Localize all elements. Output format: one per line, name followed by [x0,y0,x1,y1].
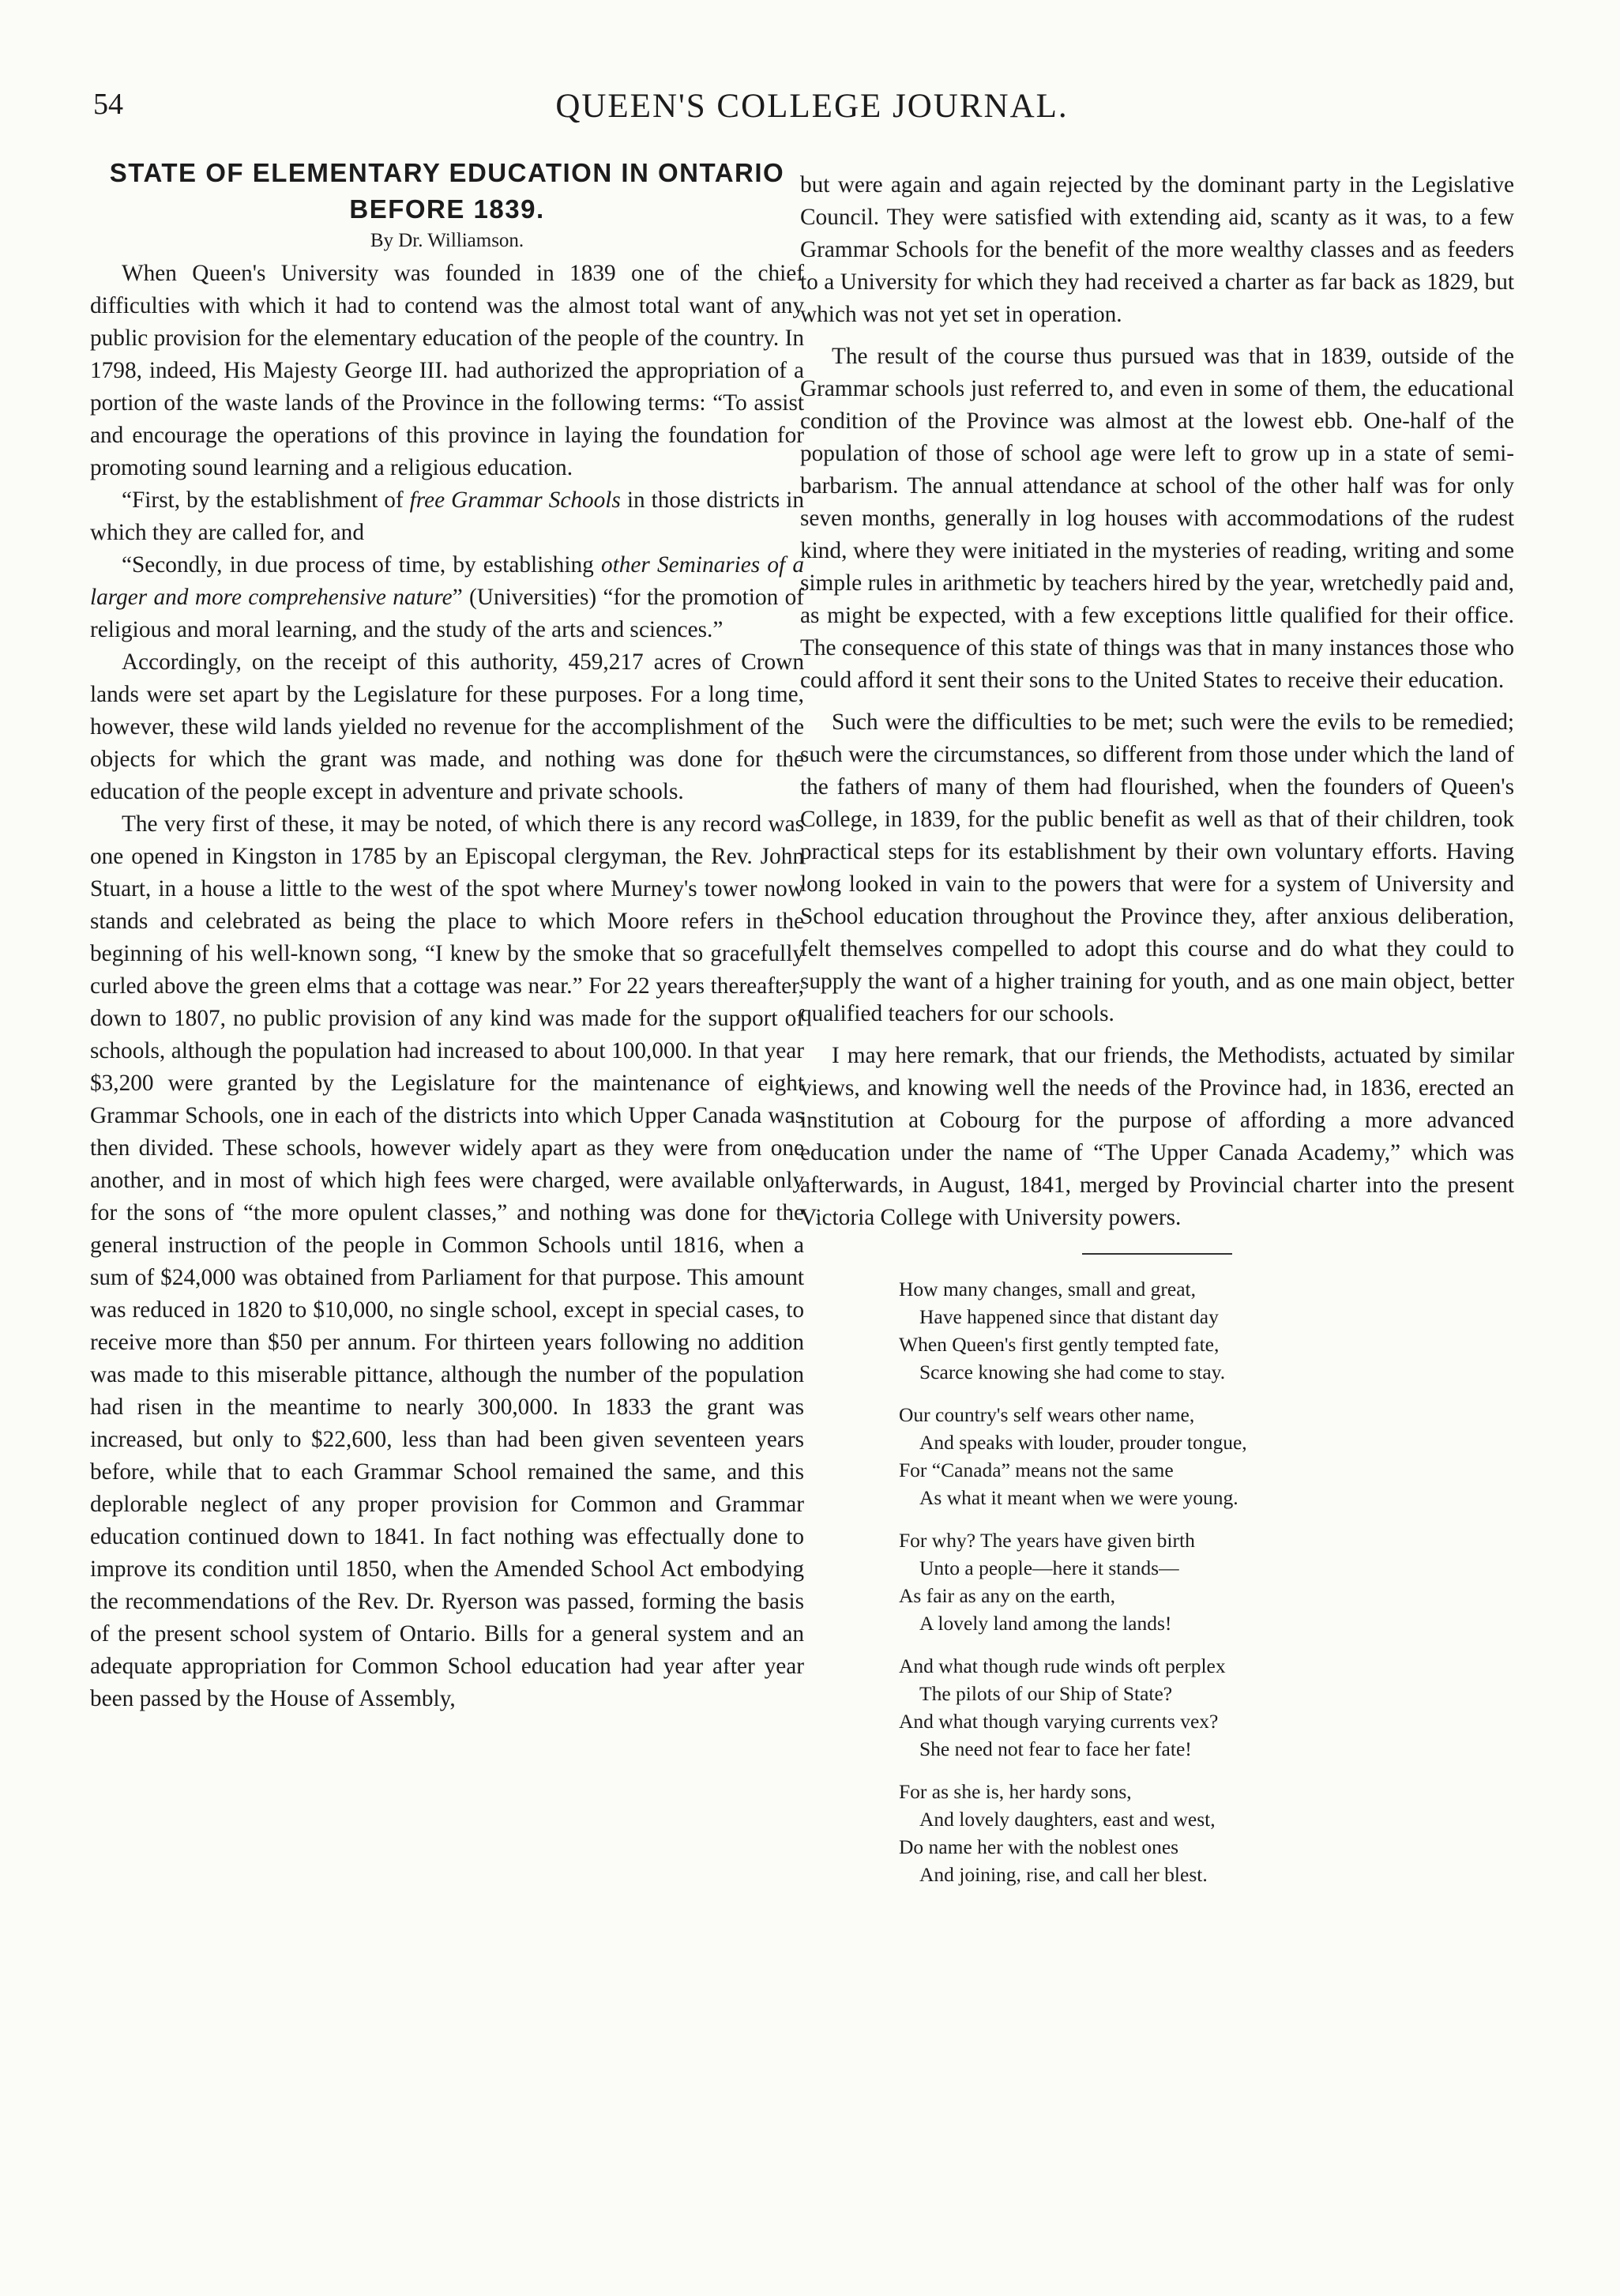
poem-line: And speaks with louder, prouder tongue, [919,1431,1247,1454]
page-header [93,76,1531,131]
poem-line: The pilots of our Ship of State? [919,1682,1173,1705]
paragraph-2 [90,484,804,549]
poem-line: Scarce knowing she had come to stay. [919,1361,1226,1383]
page-number: 54 [93,88,123,121]
poem-line: Have happened since that distant day [919,1305,1219,1328]
poem-line: Unto a people—here it stands— [919,1556,1179,1579]
section-divider [1082,1253,1232,1255]
poem-line: And lovely daughters, east and west, [919,1808,1216,1831]
poem-line: For as she is, her hardy sons, [899,1780,1132,1803]
paragraph-2-text-a: “First, by the establishment of [122,487,410,513]
paragraph-6: but were again and again rejected by the dominant party in the Legislative Council. They were satisfied with extending aid, scanty as it was, to a few Grammar Schools for the benefit of the more wealthy classes and as feeders to a University for which they had received a charter as far back as 1829, but which was not yet set in operation. [800,172,1514,327]
poem-line: As fair as any on the earth, [899,1584,1116,1607]
poem-line: And what though varying currents vex? [899,1710,1219,1733]
journal-title: QUEEN'S COLLEGE JOURNAL. [555,88,1069,125]
poem-line: And joining, rise, and call her blest. [919,1863,1208,1886]
poem-stanza [899,1526,1514,1637]
poem-stanza [899,1778,1514,1888]
poem-stanza [899,1652,1514,1763]
poem-line: Do name her with the noblest ones [899,1835,1179,1858]
poem-line: Our country's self wears other name, [899,1403,1195,1426]
paragraph-9: I may here remark, that our friends, the Methodists, actuated by similar views, and knowing well the needs of the Province had, in 1836, erected an institution at Cobourg for the purpose of affording a more advanced education under the name of “The Upper Canada Academy,” which was afterwards, in August, 1841, merged by Provincial charter into the present Victoria College with University powers. [800,1043,1514,1230]
article-title: STATE OF ELEMENTARY EDUCATION IN ONTARIO BEFORE 1839. [109,158,785,224]
paragraph-8: Such were the difficulties to be met; such were the evils to be remedied; such were the circumstances, so different from those under which the land of the fathers of many of them had flourished, when the founders of Queen's College, in 1839, for the public benefit as well as that of their children, took practical steps for its establishment by their own voluntary efforts. Having long looked in vain to the powers that were for a system of University and School education throughout the Province they, after anxious deliberation, felt themselves compelled to adopt this course and do what they could to supply the want of a higher training for youth, and as one main object, better qualified teachers for our schools. [800,710,1514,1026]
paragraph-3 [90,549,804,646]
paragraph-2-text-c: in those districts in which they are called for, and [90,487,805,545]
paragraph-2-italic: free Grammar Schools [409,487,621,513]
right-column [800,169,1514,1903]
poem-line: A lovely land among the lands! [919,1612,1172,1635]
paragraph-4: Accordingly, on the receipt of this authority, 459,217 acres of Crown lands were set apart by the Legislature for these purposes. For a long time, however, these wild lands yielded no revenue for the accomplishment of the objects for which the grant was made, and nothing was done for the education of the people except in adventure and private schools. [90,649,804,804]
paragraph-1: When Queen's University was founded in 1839 one of the chief difficulties with which it had to contend was the almost total want of any public provision for the elementary education of the people of the country. In 1798, indeed, His Majesty George III. had authorized the appropriation of a portion of the waste lands of the Province in the following terms: “To assist and encourage the operations of this province in laying the foundation for promoting sound learning and a religious education. [90,261,804,480]
paragraph-5: The very first of these, it may be noted, of which there is any record was one opened in Kingston in 1785 by an Episcopal clergyman, the Rev. John Stuart, in a house a little to the west of the spot where Murney's tower now stands and celebrated as being the place to which Moore refers in the beginning of his well-known song, “I knew by the smoke that so gracefully curled above the green elms that a cottage was near.” For 22 years thereafter, down to 1807, no public provision of any kind was made for the support of schools, although the population had increased to about 100,000. In that year $3,200 were granted by the Legislature for the maintenance of eight Grammar Schools, one in each of the districts into which Upper Canada was then divided. These schools, however widely apart as they were from one another, and in most of which high fees were charged, were available only for the sons of “the more opulent classes,” and nothing was done for the general instruction of the people in Common Schools until 1816, when a sum of $24,000 was obtained from Parliament for that purpose. This amount was reduced in 1820 to $10,000, no single school, except in special cases, to receive more than $50 per annum. For thirteen years following no addition was made to this miserable pittance, although the number of the population had risen in the meantime to nearly 300,000. In 1833 the grant was increased, but only to $22,600, less than had been given seventeen years before, while that to each Grammar School remained the same, and this deplorable neglect of any proper provision for Common and Grammar education continued down to 1841. In fact nothing was effectually done to improve its condition until 1850, when the Amended School Act embodying the recommendations of the Rev. Dr. Ryerson was passed, forming the basis of the present school system of Ontario. Bills for a general system and an adequate appropriation for Common School education had year after year been passed by the House of Assembly, [90,811,804,1711]
paragraph-3-italic: other Seminaries of a larger and more comprehensive nature [90,552,804,610]
poem-line: For “Canada” means not the same [899,1459,1174,1481]
poem-line: As what it meant when we were young. [919,1486,1238,1509]
poem-line: For why? The years have given birth [899,1529,1195,1552]
poem-line: And what though rude winds oft perplex [899,1654,1226,1677]
byline: By Dr. Williamson. [370,230,524,251]
poem [899,1275,1514,1888]
paragraph-3-text-a: “Secondly, in due process of time, by establishing [122,552,601,578]
paragraph-3-text-c: ” (Universities) “for the promotion of religious and moral learning, and the study of the arts and sciences.” [90,585,805,642]
poem-line: How many changes, small and great, [899,1278,1197,1300]
poem-line: She need not fear to face her fate! [919,1737,1192,1760]
poem-stanza [899,1275,1514,1386]
poem-line: When Queen's first gently tempted fate, [899,1333,1220,1356]
left-column [90,155,804,1715]
poem-stanza [899,1401,1514,1511]
paragraph-7: The result of the course thus pursued was that in 1839, outside of the Grammar schools just referred to, and even in some of them, the educational condition of the Province was almost at the lowest ebb. One-half of the population of those of school age were left to grow up in a state of semi-barbarism. The annual attendance at school of the other half was for only seven months, generally in log houses with accommodations of the rudest kind, where they were initiated in the mysteries of reading, writing and some simple rules in arithmetic by teachers hired by the year, wretchedly paid and, as might be expected, with a few exceptions little qualified for their office. The consequence of this state of things was that in many instances those who could afford it sent their sons to the United States to receive their education. [800,344,1514,693]
